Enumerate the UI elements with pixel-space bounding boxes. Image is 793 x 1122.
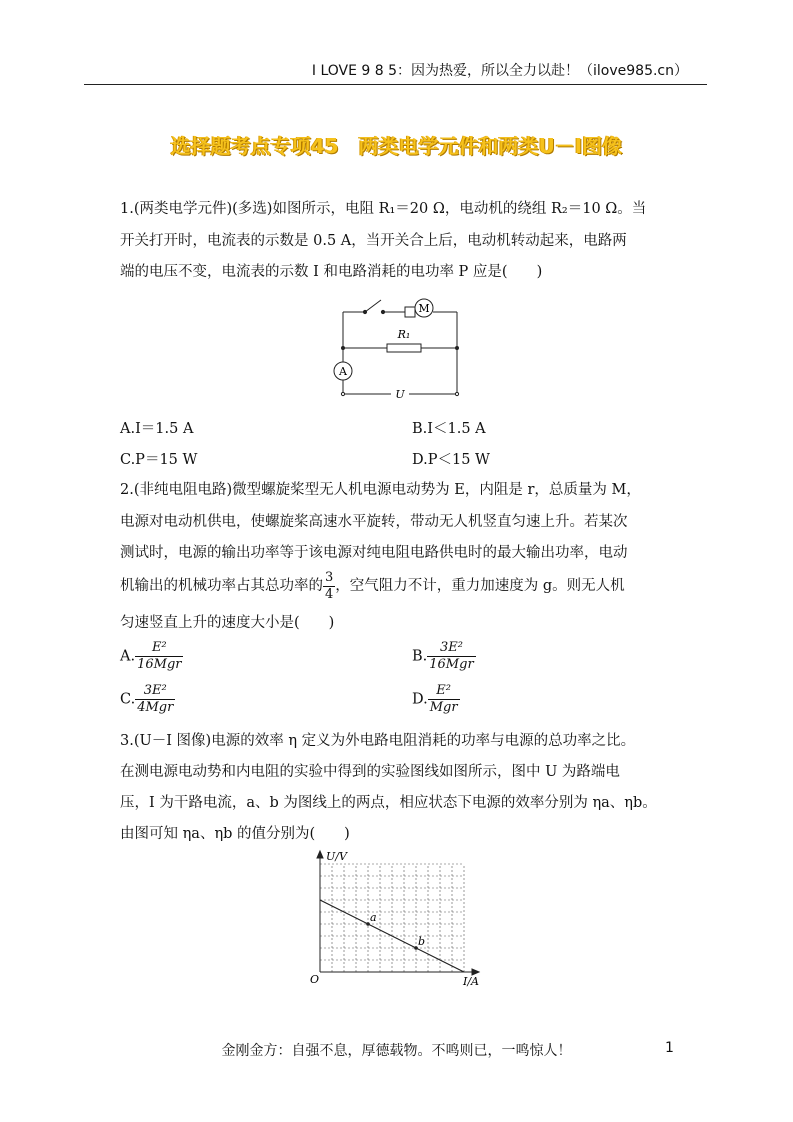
header-divider — [84, 84, 707, 85]
origin-label: O — [310, 973, 320, 986]
q1-option-c: C.P＝15 W — [120, 452, 198, 468]
q2-option-d: D. $\frac{\text{E²}}{\text{Mgr}}$ — [412, 683, 458, 715]
q2-line-4a: 机输出的机械功率占其总功率的 — [120, 578, 323, 594]
y-axis-label: U/V — [326, 850, 347, 863]
q2-option-b: B. $\frac{\text{3E²}}{\text{16Mgr}}$ — [412, 640, 474, 672]
page-header: I LOVE 9 8 5：因为热爱，所以全力以赴！（ilove985.cn） — [311, 63, 688, 79]
q2-option-c: C. $\frac{\text{3E²}}{\text{4Mgr}}$ — [120, 683, 174, 715]
q1-option-a: A.I＝1.5 A — [120, 421, 194, 437]
q3-line-3: 压，I 为干路电流，a、b 为图线上的两点，相应状态下电源的效率分别为 ηa、ηb。 — [120, 795, 657, 811]
fraction-three-quarters: $\frac{3}{4}$ — [325, 569, 334, 602]
y-axis-arrow-icon — [317, 851, 323, 858]
q1-line-2: 开关打开时，电流表的示数是 0.5 A，当开关合上后，电动机转动起来，电路两 — [120, 233, 627, 249]
q1-line-1: 1.(两类电学元件)(多选)如图所示，电阻 R₁＝20 Ω，电动机的绕组 R₂＝10 Ω。当 — [120, 201, 647, 217]
page-title: 选择题考点专项45 两类电学元件和两类U－I图像 — [170, 134, 623, 158]
q3-ui-graph — [300, 845, 500, 995]
resistor-label: R₁ — [397, 328, 411, 341]
point-a-label: a — [370, 911, 377, 924]
q2-option-a: A. $\frac{\text{E²}}{\text{16Mgr}}$ — [120, 640, 182, 672]
q2-line-4b: ，空气阻力不计，重力加速度为 g。则无人机 — [335, 578, 625, 594]
q2-line-4 — [120, 568, 680, 604]
q2-line-3: 测试时，电源的输出功率等于该电源对纯电阻电路供电时的最大输出功率，电动 — [120, 545, 628, 561]
q3-line-1: 3.(U－I 图像)电源的效率 η 定义为外电路电阻消耗的功率与电源的总功率之比。 — [120, 733, 636, 749]
q1-option-b: B.I＜1.5 A — [412, 421, 486, 437]
q3-line-4: 由图可知 ηa、ηb 的值分别为( ) — [120, 826, 350, 842]
q3-line-2: 在测电源电动势和内电阻的实验中得到的实验图线如图所示，图中 U 为路端电 — [120, 764, 620, 780]
q2-line-1: 2.(非纯电阻电路)微型螺旋桨型无人机电源电动势为 E，内阻是 r，总质量为 M， — [120, 482, 641, 498]
point-b-label: b — [418, 935, 426, 948]
page-number: 1 — [665, 1040, 674, 1056]
svg-text:A: A — [339, 365, 347, 378]
q1-line-3: 端的电压不变，电流表的示数 I 和电路消耗的电功率 P 应是( ) — [120, 264, 543, 280]
voltage-label: U — [395, 388, 405, 401]
page-footer: 金刚金方：自强不息，厚德载物。不鸣则已，一鸣惊人！ — [221, 1043, 572, 1059]
q1-circuit-diagram — [325, 290, 470, 402]
motor-icon — [415, 299, 433, 317]
q2-line-5: 匀速竖直上升的速度大小是( ) — [120, 615, 335, 631]
q1-option-d: D.P＜15 W — [412, 452, 490, 468]
ammeter-icon — [334, 362, 352, 380]
x-axis-label: I/A — [463, 975, 479, 988]
svg-text:M: M — [418, 302, 430, 315]
junction-dot — [341, 346, 345, 350]
junction-dot — [455, 346, 459, 350]
q2-line-2: 电源对电动机供电，使螺旋桨高速水平旋转，带动无人机竖直匀速上升。若某次 — [120, 514, 628, 530]
